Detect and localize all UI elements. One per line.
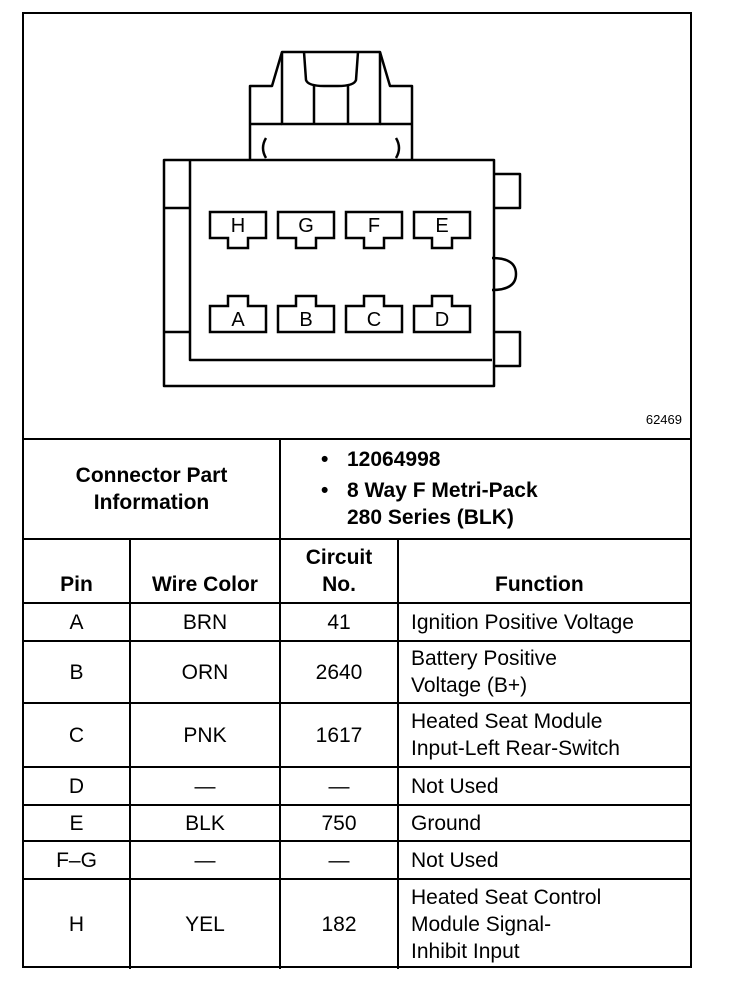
part-info-title-line2: Information (93, 491, 210, 514)
wire-color-cell: BRN (130, 603, 280, 641)
header-circuit-line2: No. (322, 573, 356, 596)
function-cell (398, 767, 690, 805)
pin-label-g: G (298, 215, 314, 237)
wire-color-cell: PNK (130, 703, 280, 767)
connector-info-table (24, 438, 690, 969)
function-cell (398, 841, 690, 879)
wire-color-cell: — (130, 767, 280, 805)
function-line: Inhibit Input (411, 940, 520, 963)
function-line: Battery Positive (411, 647, 557, 670)
part-number: 12064998 (347, 448, 441, 471)
part-info-details (280, 439, 690, 539)
circuit-cell: — (280, 767, 398, 805)
circuit-cell: — (280, 841, 398, 879)
connector-housing (164, 160, 494, 386)
function-line: Ignition Positive Voltage (411, 610, 634, 634)
keying-notch (492, 258, 516, 290)
pin-cell: E (24, 805, 130, 841)
part-info-row (24, 439, 690, 539)
pin-cavity-f (346, 212, 402, 248)
connector-card (22, 12, 692, 968)
connector-face-diagram (24, 14, 690, 438)
figure-number: 62469 (645, 412, 682, 427)
pin-cavity-c (346, 296, 402, 332)
pin-label-c: C (366, 309, 382, 331)
pin-cavity-d (414, 296, 470, 332)
pin-row (24, 841, 690, 879)
pin-label-e: E (435, 215, 449, 237)
pin-cell: F–G (24, 841, 130, 879)
lock-tower (250, 52, 412, 160)
header-function: Function (398, 539, 690, 603)
function-line: Module Signal- (411, 913, 552, 936)
part-info-title-line1: Connector Part (75, 464, 228, 487)
pin-row (24, 703, 690, 767)
pin-cell: B (24, 641, 130, 703)
pin-cavity-b (278, 296, 334, 332)
function-cell (398, 703, 690, 767)
pin-label-d: D (434, 309, 450, 331)
pin-label-a: A (231, 309, 245, 331)
function-cell (398, 805, 690, 841)
circuit-cell: 2640 (280, 641, 398, 703)
circuit-cell: 1617 (280, 703, 398, 767)
function-cell (398, 641, 690, 703)
function-cell (398, 603, 690, 641)
pin-cavity-e (414, 212, 470, 248)
pin-cell: H (24, 879, 130, 969)
header-circuit-line1: Circuit (305, 546, 373, 569)
pin-row (24, 805, 690, 841)
part-description-bullet (321, 477, 689, 531)
circuit-cell: 750 (280, 805, 398, 841)
wire-color-cell: YEL (130, 879, 280, 969)
pin-cavity-a (210, 296, 266, 332)
function-line: Voltage (B+) (411, 674, 528, 697)
function-line: Heated Seat Module (411, 710, 603, 733)
function-cell (398, 879, 690, 969)
function-line: Input-Left Rear-Switch (411, 737, 620, 760)
column-header-row (24, 539, 690, 603)
function-line: Ground (411, 811, 482, 835)
pin-cavity-h (210, 212, 266, 248)
pin-cell: D (24, 767, 130, 805)
function-line: Not Used (411, 848, 499, 872)
bullet-icon: • (321, 479, 329, 502)
header-wire-color: Wire Color (130, 539, 280, 603)
pin-row (24, 603, 690, 641)
part-number-bullet (321, 446, 689, 473)
part-info-title (24, 439, 280, 539)
function-line: Heated Seat Control (411, 886, 602, 909)
pin-row (24, 879, 690, 969)
header-circuit-no (280, 539, 398, 603)
part-description-line1: 8 Way F Metri-Pack (347, 479, 538, 502)
wire-color-cell: ORN (130, 641, 280, 703)
pin-label-f: F (367, 215, 381, 237)
part-description-line2: 280 Series (BLK) (347, 506, 514, 529)
wire-color-cell: — (130, 841, 280, 879)
bullet-icon: • (321, 448, 329, 471)
circuit-cell: 41 (280, 603, 398, 641)
header-pin: Pin (24, 539, 130, 603)
pin-row (24, 641, 690, 703)
pin-row (24, 767, 690, 805)
pin-label-h: H (230, 215, 246, 237)
function-line: Not Used (411, 774, 499, 798)
left-ear-tab (164, 208, 190, 332)
pin-cell: A (24, 603, 130, 641)
wire-color-cell: BLK (130, 805, 280, 841)
pin-cell: C (24, 703, 130, 767)
circuit-cell: 182 (280, 879, 398, 969)
pin-label-b: B (299, 309, 313, 331)
pin-cavity-g (278, 212, 334, 248)
